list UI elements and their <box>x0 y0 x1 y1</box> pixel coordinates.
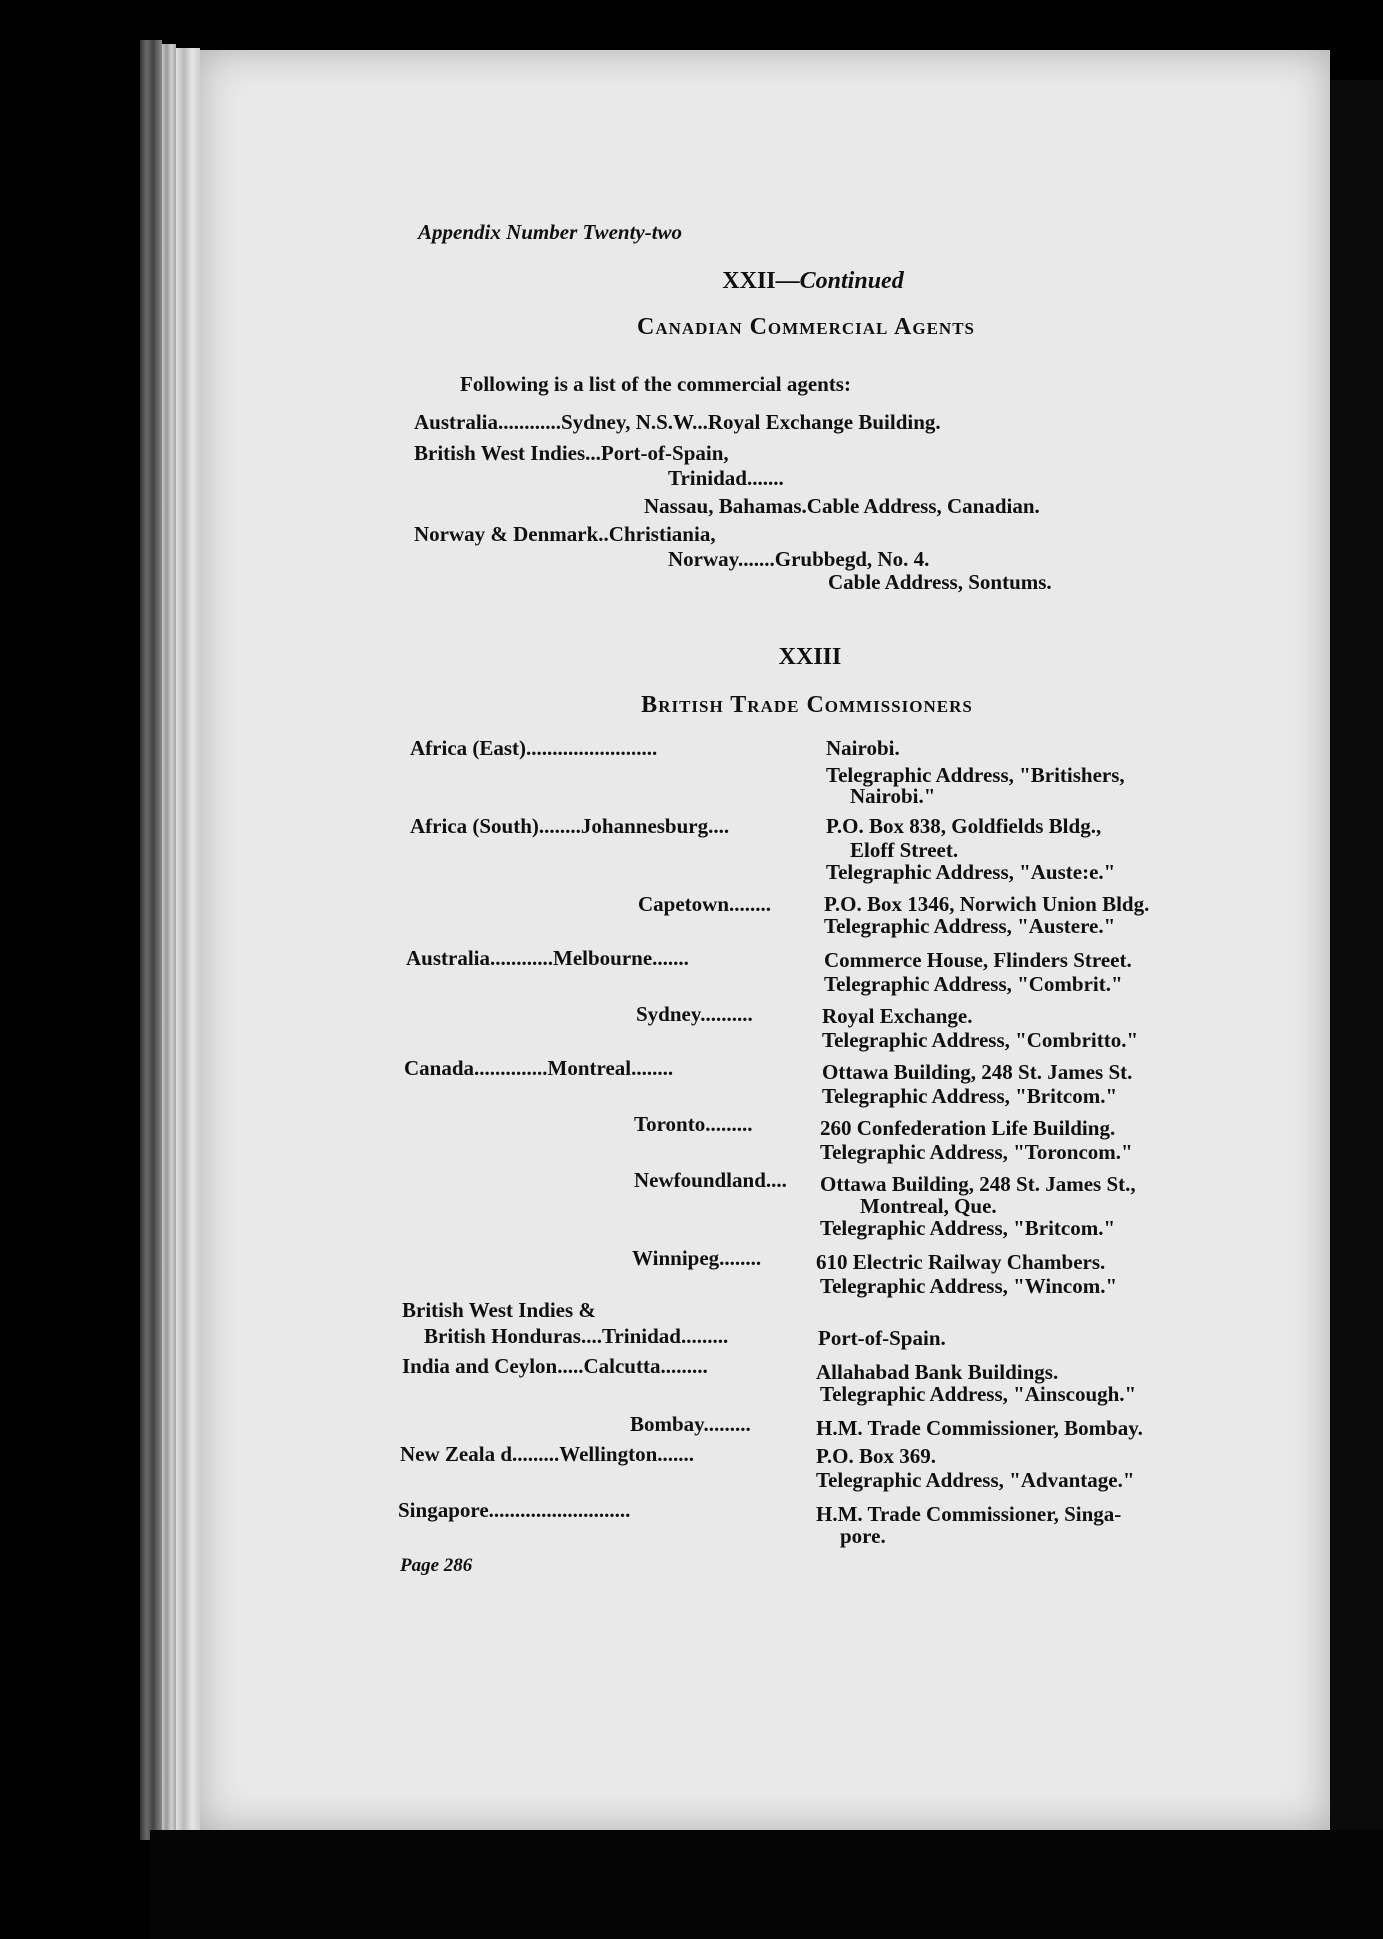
section-title-xxii <box>722 268 903 295</box>
book-spine-edge <box>140 40 162 1840</box>
agent-line: Australia............Sydney, N.S.W...Royal Exchange Building. <box>414 410 941 434</box>
leader-dots: ..... <box>557 1354 584 1378</box>
leader-dots: ......... <box>660 1354 708 1378</box>
leader-dots: ............ <box>490 946 553 970</box>
leader-dots: ......... <box>703 1412 751 1436</box>
address: H.M. Trade Commissioner, Singa- <box>816 1502 1122 1526</box>
agent-line: Nassau, Bahamas.Cable Address, Canadian. <box>644 494 1040 518</box>
table-row <box>634 1112 752 1137</box>
address: P.O. Box 1346, Norwich Union Bldg. <box>824 892 1150 916</box>
address: Port-of-Spain. <box>818 1326 946 1350</box>
leader-dots: ........ <box>729 892 772 916</box>
address-line: Telegraphic Address, "Combritto." <box>822 1028 1139 1052</box>
city: Winnipeg <box>632 1246 720 1270</box>
leader-dots: ......... <box>680 1324 729 1348</box>
leader-dots: ........ <box>538 814 581 838</box>
address-line: pore. <box>840 1524 886 1548</box>
address-line: Telegraphic Address, "Wincom." <box>820 1274 1118 1298</box>
section-title-xxiii: XXIII <box>778 644 842 670</box>
page-stack-edge <box>162 44 176 1834</box>
city: Bombay <box>630 1412 704 1436</box>
leader-dots: ........ <box>631 1056 674 1080</box>
city: Melbourne <box>553 946 653 970</box>
city: Wellington <box>559 1442 658 1466</box>
address-line: Telegraphic Address, "Austere." <box>824 914 1116 938</box>
city: Calcutta <box>583 1354 661 1378</box>
address-line: Telegraphic Address, "Auste:e." <box>826 860 1116 884</box>
running-head: Appendix Number Twenty-two <box>418 220 683 244</box>
address: Ottawa Building, 248 St. James St., <box>820 1172 1136 1196</box>
address-line: Telegraphic Address, "Combrit." <box>824 972 1123 996</box>
table-row <box>410 736 657 761</box>
address-line: Telegraphic Address, "Advantage." <box>816 1468 1135 1492</box>
address: Nairobi. <box>826 736 900 760</box>
agent-line: Cable Address, Sontums. <box>828 570 1052 594</box>
agent-line: Trinidad....... <box>668 466 784 490</box>
leader-dots: ........................... <box>488 1498 631 1522</box>
address-line: Telegraphic Address, "Toroncom." <box>820 1140 1133 1164</box>
table-row <box>406 946 689 971</box>
address: Allahabad Bank Buildings. <box>816 1360 1059 1384</box>
country: Africa (East) <box>410 736 527 760</box>
table-row <box>636 1002 753 1027</box>
table-row <box>630 1412 751 1437</box>
address: 260 Confederation Life Building. <box>820 1116 1116 1140</box>
table-row <box>402 1298 596 1323</box>
intro-text: Following is a list of the commercial agents: <box>460 372 851 396</box>
address-line: Telegraphic Address, "Britcom." <box>820 1216 1116 1240</box>
table-row <box>634 1168 787 1193</box>
country: Africa (South) <box>410 814 539 838</box>
city: Trinidad <box>601 1324 681 1348</box>
country: British West Indies & <box>402 1298 596 1322</box>
agent-line: Norway & Denmark..Christiania, <box>414 522 716 546</box>
agent-line: British West Indies...Port-of-Spain, <box>414 441 729 465</box>
leader-dots: .... <box>580 1324 602 1348</box>
address: Ottawa Building, 248 St. James St. <box>822 1060 1133 1084</box>
page-right-shadow <box>1330 80 1383 1840</box>
country: Singapore <box>398 1498 489 1522</box>
address-line: Telegraphic Address, "Britcom." <box>822 1084 1118 1108</box>
leader-dots: ......... <box>705 1112 753 1136</box>
country: New Zeala d <box>400 1442 512 1466</box>
table-row <box>424 1324 728 1349</box>
leader-dots: .... <box>765 1168 787 1192</box>
table-row <box>402 1354 708 1379</box>
address: 610 Electric Railway Chambers. <box>816 1250 1106 1274</box>
leader-dots: .......... <box>700 1002 753 1026</box>
country: Australia <box>406 946 490 970</box>
city: Newfoundland <box>634 1168 766 1192</box>
section-subtitle-agents: Canadian Commercial Agents <box>636 314 976 340</box>
page-stack-edge-inner <box>176 48 200 1830</box>
address: H.M. Trade Commissioner, Bombay. <box>816 1416 1143 1440</box>
table-row <box>638 892 771 917</box>
continued-label: Continued <box>799 268 904 294</box>
leader-dots: ......................... <box>526 736 658 760</box>
table-row <box>410 814 729 839</box>
address: P.O. Box 838, Goldfields Bldg., <box>826 814 1102 838</box>
address-line: Telegraphic Address, "Ainscough." <box>820 1382 1137 1406</box>
leader-dots: ......... <box>512 1442 560 1466</box>
address-line: Nairobi." <box>850 784 936 808</box>
section-subtitle-commissioners: British Trade Commissioners <box>641 692 973 718</box>
address: Commerce House, Flinders Street. <box>824 948 1132 972</box>
agent-line: Norway.......Grubbegd, No. 4. <box>668 547 930 571</box>
city: Capetown <box>638 892 730 916</box>
table-row <box>404 1056 673 1081</box>
leader-dots: ........ <box>719 1246 762 1270</box>
address-line: Telegraphic Address, "Britishers, <box>826 763 1125 787</box>
leader-dots: .... <box>708 814 730 838</box>
city: Johannesburg <box>580 814 709 838</box>
address: P.O. Box 369. <box>816 1444 936 1468</box>
country: British Honduras <box>424 1324 581 1348</box>
country: India and Ceylon <box>402 1354 558 1378</box>
city: Toronto <box>634 1112 706 1136</box>
leader-dots: ....... <box>657 1442 695 1466</box>
country: Canada <box>404 1056 475 1080</box>
city: Montreal <box>547 1056 632 1080</box>
page-number: Page 286 <box>400 1555 473 1576</box>
table-row <box>398 1498 630 1523</box>
leader-dots: ....... <box>652 946 689 970</box>
table-row <box>400 1442 694 1467</box>
table-row <box>632 1246 761 1271</box>
address-line: Montreal, Que. <box>860 1194 997 1218</box>
address-line: Eloff Street. <box>850 838 959 862</box>
page-bottom-shadow <box>150 1830 1383 1939</box>
address: Royal Exchange. <box>822 1004 973 1028</box>
leader-dots: .............. <box>474 1056 548 1080</box>
section-number: XXII— <box>722 268 800 294</box>
city: Sydney <box>636 1002 701 1026</box>
